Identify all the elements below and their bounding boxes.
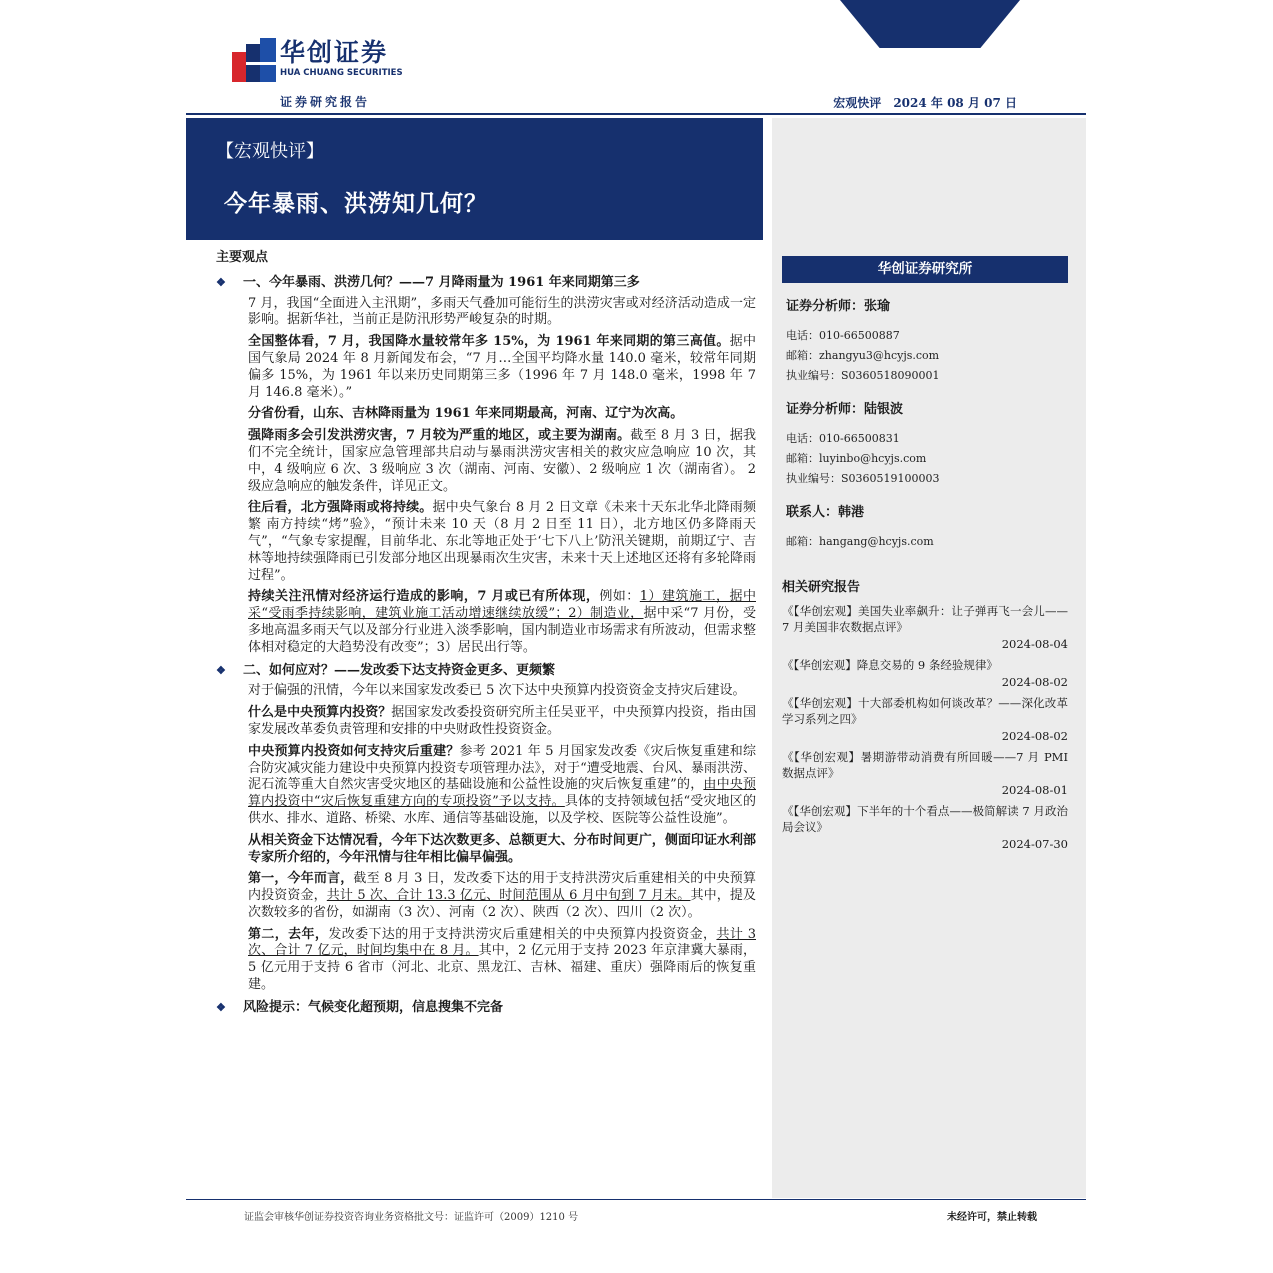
- related-report-date: 2024-07-30: [1001, 837, 1068, 851]
- analyst-phone: 电话：010-66500887: [786, 329, 900, 342]
- related-report-link[interactable]: 《【华创宏观】美国失业率飙升：让子弹再飞一会儿——7 月美国非农数据点评》: [782, 604, 1068, 634]
- diamond-bullet-icon: ❖: [216, 1000, 226, 1014]
- paragraph: 分省份看，山东、吉林降雨量为 1961 年来同期最高，河南、辽宁为次高。: [248, 406, 684, 422]
- analyst-name: 证券分析师：张瑜: [786, 299, 891, 314]
- paragraph: 全国整体看，7 月，我国降水量较常年多 15%，为 1961 年来同期的第三高值。据中国气象局 2024 年 8 月新闻发布会，“7 月…全国平均降水量 140.0 毫米，较常年同期偏多 15%，为 1961 年以来历史同期第三多（1996 年 7 月 148.0 毫米，1998 年 7 月 146.8 毫米）。”: [248, 334, 756, 400]
- title-banner: [186, 118, 763, 240]
- page-title: 今年暴雨、洪涝知几何？: [224, 190, 488, 217]
- related-report-link[interactable]: 《【华创宏观】降息交易的 9 条经验规律》: [782, 658, 998, 672]
- footer-license: 证监会审核华创证券投资咨询业务资格批文号：证监许可（2009）1210 号: [244, 1212, 579, 1223]
- analyst-license: 执业编号：S0360518090001: [786, 369, 940, 382]
- paragraph: 往后看，北方强降雨或将持续。据中央气象台 8 月 2 日文章《未来十天东北华北降雨频繁 南方持续“烤”验》，“预计未来 10 天（8 月 2 日至 11 日），北方地区仍多降雨天气”，“气象专家提醒，目前华北、东北等地正处于‘七下八上’防汛关键期，前期辽宁、吉林等地持续强降雨已引发部分地区出现暴雨次生灾害，未来十天上述地区还将有多轮降雨过程”。: [248, 500, 756, 583]
- paragraph: 中央预算内投资如何支持灾后重建？参考 2021 年 5 月国家发改委《灾后恢复重建和综合防灾减灾能力建设中央预算内投资专项管理办法》，对于“遭受地震、台风、暴雨洪涝、泥石流等重大自然灾害受灾地区的基础设施和公益性设施的灾后恢复重建”的，由中央预算内投资中“灾后恢复重建方向的专项投资”予以支持。具体的支持领域包括“受灾地区的供水、排水、道路、桥梁、水库、通信等基础设施，以及学校、医院等公益性设施”。: [248, 743, 756, 826]
- sidebar: [782, 256, 1068, 857]
- footer-notice: 未经许可，禁止转载: [947, 1212, 1037, 1223]
- banner-tag: 【宏观快评】: [216, 141, 324, 162]
- logo-text-en: HUA CHUANG SECURITIES: [280, 68, 403, 78]
- related-report-date: 2024-08-02: [1001, 729, 1068, 743]
- related-report-link[interactable]: 《【华创宏观】下半年的十个看点——极简解读 7 月政治局会议》: [782, 804, 1068, 834]
- top-decoration: [840, 0, 1020, 48]
- main-heading: 主要观点: [216, 250, 269, 265]
- related-report-date: 2024-08-04: [1001, 637, 1068, 651]
- related-report-date: 2024-08-02: [1001, 675, 1068, 689]
- header-meta: [821, 94, 1017, 111]
- paragraph: 什么是中央预算内投资？据国家发改委投资研究所主任吴亚平，中央预算内投资，指由国家发展改革委负责管理和安排的中央财政性投资资金。: [248, 705, 756, 737]
- paragraph: 第一，今年而言，截至 8 月 3 日，发改委下达的用于支持洪涝灾后重建相关的中央预算内投资资金，共计 5 次、合计 13.3 亿元、时间范围从 6 月中旬到 7 月末。其中，提及次数较多的省份，如湖南（3 次）、河南（2 次）、陕西（2 次）、四川（2 次）。: [248, 871, 756, 920]
- paragraph: 持续关注汛情对经济运行造成的影响，7 月或已有所体现，例如：1）建筑施工，据中采“受雨季持续影响，建筑业施工活动增速继续放缓”；2）制造业，据中采“7 月份，受多地高温多雨天气以及部分行业进入淡季影响，国内制造业市场需求有所波动，但需求整体相对稳定的大趋势没有改变”；3）居民出行等。: [248, 589, 756, 655]
- paragraph: 强降雨多会引发洪涝灾害，7 月较为严重的地区，或主要为湖南。截至 8 月 3 日，据我们不完全统计，国家应急管理部共启动与暴雨洪涝灾害相关的救灾应急响应 10 次，其中，4 级响应 6 次、3 级响应 3 次（湖南、河南、安徽）、2 级响应 1 次（湖南省）。 2 级应急响应的触发条件，详见正文。: [248, 428, 756, 494]
- paragraph: 第二，去年，发改委下达的用于支持洪涝灾后重建相关的中央预算内投资资金，共计 3 次、合计 7 亿元，时间均集中在 8 月。其中，2 亿元用于支持 2023 年京津冀大暴雨，5 亿元用于支持 6 省市（河北、北京、黑龙江、吉林、福建、重庆）强降雨后的恢复重建。: [248, 926, 756, 993]
- logo-text-cn: 华创证券: [280, 38, 389, 67]
- related-report-link[interactable]: 《【华创宏观】十大部委机构如何谈改革？——深化改革学习系列之四》: [782, 696, 1068, 726]
- section-1-title: ❖ 一、今年暴雨、洪涝几何？——7 月降雨量为 1961 年来同期第三多: [216, 274, 640, 290]
- footer-rule: [186, 1199, 1086, 1200]
- related-report-link[interactable]: 《【华创宏观】暑期游带动消费有所回暖——7 月 PMI 数据点评》: [782, 750, 1068, 780]
- paragraph: 7 月，我国“全面进入主汛期”，多雨天气叠加可能衍生的洪涝灾害或对经济活动造成一定影响。据新华社，当前正是防汛形势严峻复杂的时期。: [248, 295, 756, 328]
- diamond-bullet-icon: ❖: [216, 663, 226, 677]
- company-logo: [232, 38, 407, 83]
- diamond-bullet-icon: ❖: [216, 275, 226, 289]
- section-2-title: ❖ 二、如何应对？——发改委下达支持资金更多、更频繁: [216, 662, 556, 678]
- analyst-license: 执业编号：S0360519100003: [786, 472, 940, 485]
- analyst-name: 证券分析师：陆银波: [786, 402, 904, 417]
- analyst-email[interactable]: 邮箱：zhangyu3@hcyjs.com: [786, 349, 940, 362]
- institute-title: 华创证券研究所: [782, 256, 1068, 283]
- contact-email[interactable]: 邮箱：hangang@hcyjs.com: [786, 535, 934, 548]
- report-type: 证券研究报告: [280, 95, 371, 109]
- header-rule: [186, 113, 1086, 115]
- logo-mark-icon: [232, 38, 276, 82]
- contact-name: 联系人：韩港: [786, 505, 865, 520]
- report-category: 宏观快评: [833, 96, 882, 110]
- related-report-date: 2024-08-01: [1001, 783, 1068, 797]
- paragraph: 对于偏强的汛情，今年以来国家发改委已 5 次下达中央预算内投资资金支持灾后建设。: [248, 683, 746, 699]
- risk-warning: ❖ 风险提示：气候变化超预期，信息搜集不完备: [216, 999, 504, 1015]
- report-date: 2024 年 08 月 07 日: [893, 96, 1017, 110]
- analyst-phone: 电话：010-66500831: [786, 432, 900, 445]
- main-content: [216, 250, 756, 1021]
- related-reports-heading: 相关研究报告: [782, 580, 861, 595]
- paragraph: 从相关资金下达情况看，今年下达次数更多、总额更大、分布时间更广，侧面印证水利部专家所介绍的，今年汛情与往年相比偏早偏强。: [248, 832, 756, 865]
- analyst-email[interactable]: 邮箱：luyinbo@hcyjs.com: [786, 452, 927, 465]
